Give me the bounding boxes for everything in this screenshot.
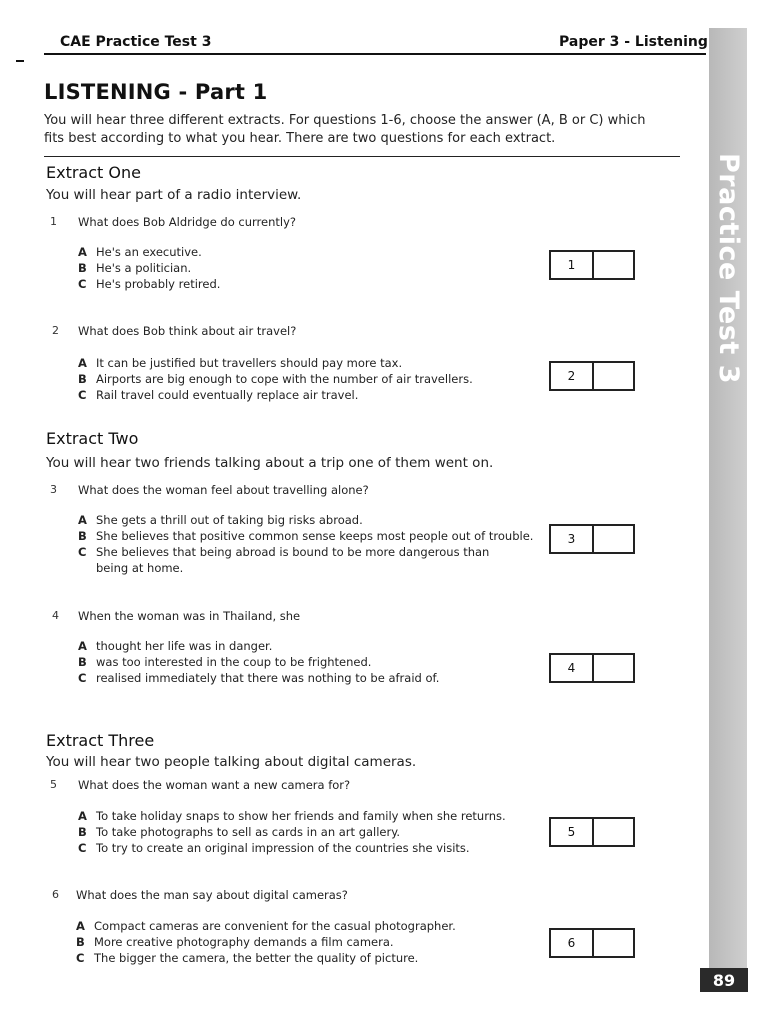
- question-text: What does the man say about digital cameras?: [76, 888, 348, 902]
- answer-box-field[interactable]: [594, 930, 633, 956]
- answer-box[interactable]: [549, 817, 635, 847]
- side-tab-label: Practice Test 3: [712, 152, 744, 384]
- answer-box[interactable]: [549, 653, 635, 683]
- question-number: 2: [52, 324, 59, 337]
- answer-box-number: 6: [551, 930, 594, 956]
- answer-box-field[interactable]: [594, 252, 633, 278]
- options-list: [78, 355, 473, 403]
- answer-box-number: 5: [551, 819, 594, 845]
- header-right: Paper 3 - Listening: [559, 34, 708, 50]
- question-text: When the woman was in Thailand, she: [78, 609, 301, 623]
- option: B was too interested in the coup to be frightened.: [78, 655, 372, 669]
- option: A Compact cameras are convenient for the casual photographer.: [76, 919, 456, 933]
- option: C Rail travel could eventually replace air travel.: [78, 388, 359, 402]
- options-list: [78, 638, 439, 686]
- question-number: 6: [52, 888, 59, 901]
- option: A It can be justified but travellers should pay more tax.: [78, 356, 403, 370]
- options-list: [78, 808, 506, 856]
- extract-two-title: Extract Two: [46, 429, 139, 448]
- option: C The bigger the camera, the better the quality of picture.: [76, 951, 419, 965]
- option: A To take holiday snaps to show her friends and family when she returns.: [78, 809, 506, 823]
- header-rule: [44, 53, 706, 55]
- instructions-line-1: You will hear three different extracts. For questions 1-6, choose the answer (A, B or C) which: [44, 113, 646, 128]
- question-text: What does Bob Aldridge do currently?: [78, 215, 297, 229]
- answer-box[interactable]: [549, 250, 635, 280]
- option: B Airports are big enough to cope with the number of air travellers.: [78, 372, 473, 386]
- option: B He's a politician.: [78, 261, 192, 275]
- option: B To take photographs to sell as cards in an art gallery.: [78, 825, 401, 839]
- option: A thought her life was in danger.: [78, 639, 273, 653]
- option: B More creative photography demands a film camera.: [76, 935, 394, 949]
- extract-two-intro: You will hear two friends talking about a trip one of them went on.: [46, 455, 494, 471]
- question-text: What does the woman want a new camera for?: [78, 778, 351, 792]
- options-list: [78, 512, 533, 576]
- instructions-line-2: fits best according to what you hear. There are two questions for each extract.: [44, 131, 556, 146]
- section-rule: [44, 156, 680, 157]
- option: B She believes that positive common sense keeps most people out of trouble.: [78, 529, 534, 543]
- answer-box[interactable]: [549, 928, 635, 958]
- question-number: 4: [52, 609, 59, 622]
- page-title: LISTENING - Part 1: [44, 80, 268, 104]
- question-number: 1: [50, 215, 57, 228]
- answer-box-number: 2: [551, 363, 594, 389]
- option: C realised immediately that there was nothing to be afraid of.: [78, 671, 440, 685]
- answer-box-number: 3: [551, 526, 594, 552]
- answer-box[interactable]: [549, 524, 635, 554]
- header-left: CAE Practice Test 3: [60, 34, 212, 50]
- option: A He's an executive.: [78, 245, 202, 259]
- question-number: 5: [50, 778, 57, 791]
- answer-box-field[interactable]: [594, 819, 633, 845]
- question-text: What does Bob think about air travel?: [78, 324, 297, 338]
- answer-box-field[interactable]: [594, 363, 633, 389]
- option: C She believes that being abroad is bound to be more dangerous than being at home.: [78, 545, 490, 575]
- page-number: 89: [700, 968, 748, 992]
- option: C He's probably retired.: [78, 277, 221, 291]
- option: A She gets a thrill out of taking big risks abroad.: [78, 513, 363, 527]
- options-list: [76, 918, 456, 966]
- extract-one-title: Extract One: [46, 163, 141, 182]
- answer-box[interactable]: [549, 361, 635, 391]
- answer-box-field[interactable]: [594, 655, 633, 681]
- options-list: [78, 244, 220, 292]
- extract-one-intro: You will hear part of a radio interview.: [46, 187, 302, 203]
- extract-three-title: Extract Three: [46, 731, 155, 750]
- question-text: What does the woman feel about travelling alone?: [78, 483, 369, 497]
- question-number: 3: [50, 483, 57, 496]
- extract-three-intro: You will hear two people talking about digital cameras.: [46, 754, 417, 770]
- answer-box-number: 4: [551, 655, 594, 681]
- answer-box-number: 1: [551, 252, 594, 278]
- margin-dash: [16, 60, 24, 62]
- option: C To try to create an original impression of the countries she visits.: [78, 841, 470, 855]
- answer-box-field[interactable]: [594, 526, 633, 552]
